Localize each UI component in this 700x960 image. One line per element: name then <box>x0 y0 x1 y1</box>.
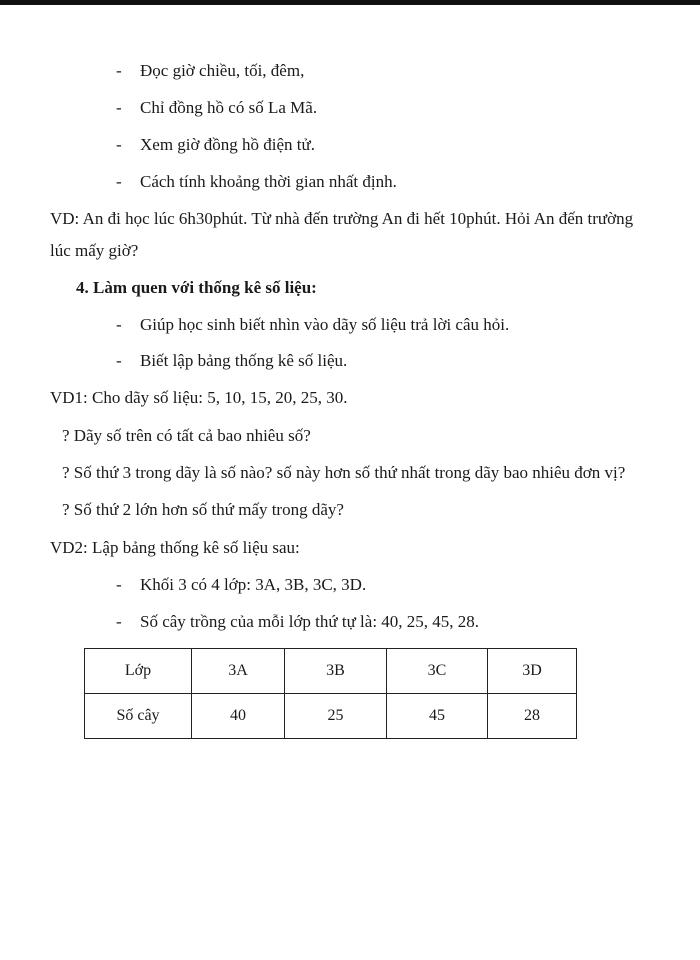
section-heading: 4. Làm quen với thống kê số liệu: <box>76 278 317 297</box>
table-cell: 25 <box>285 694 387 739</box>
bullet-marker: - <box>116 61 122 80</box>
bullet-marker: - <box>116 315 122 334</box>
table-cell: 45 <box>387 694 488 739</box>
bullet-marker: - <box>116 98 122 117</box>
bullet-item: Xem giờ đồng hồ điện tử. <box>140 135 315 154</box>
bullet-item: Đọc giờ chiều, tối, đêm, <box>140 61 305 80</box>
bullet-item: Cách tính khoảng thời gian nhất định. <box>140 172 397 191</box>
bullet-marker: - <box>116 135 122 154</box>
table-cell: 40 <box>192 694 285 739</box>
bullet-marker: - <box>116 612 122 631</box>
example-text-line-2: lúc mấy giờ? <box>50 241 139 260</box>
vd1-question: ? Số thứ 3 trong dãy là số nào? số này hơn số thứ nhất trong dãy bao nhiêu đơn vị? <box>62 463 626 482</box>
statistics-table <box>84 648 577 739</box>
bullet-item: Khối 3 có 4 lớp: 3A, 3B, 3C, 3D. <box>140 575 367 594</box>
table-cell: 3D <box>488 649 577 694</box>
bullet-item: Giúp học sinh biết nhìn vào dãy số liệu trả lời câu hỏi. <box>140 315 510 334</box>
top-edge-bar <box>0 0 700 5</box>
table-cell: 3A <box>192 649 285 694</box>
vd1-question: ? Dãy số trên có tất cả bao nhiêu số? <box>62 426 311 445</box>
table-header-row <box>85 649 577 694</box>
bullet-marker: - <box>116 351 122 370</box>
table-cell: 28 <box>488 694 577 739</box>
table-cell: 3B <box>285 649 387 694</box>
bullet-marker: - <box>116 575 122 594</box>
vd1-question: ? Số thứ 2 lớn hơn số thứ mấy trong dãy? <box>62 500 344 519</box>
table-cell: Số cây <box>85 694 192 739</box>
table-cell: 3C <box>387 649 488 694</box>
vd1-intro: VD1: Cho dãy số liệu: 5, 10, 15, 20, 25, 30. <box>50 388 348 407</box>
table-cell: Lớp <box>85 649 192 694</box>
bullet-marker: - <box>116 172 122 191</box>
vd2-intro: VD2: Lập bảng thống kê số liệu sau: <box>50 538 300 557</box>
bullet-item: Số cây trồng của mỗi lớp thứ tự là: 40, 25, 45, 28. <box>140 612 480 631</box>
example-text-line-1: VD: An đi học lúc 6h30phút. Từ nhà đến trường An đi hết 10phút. Hỏi An đến trường <box>50 209 634 228</box>
bullet-item: Chỉ đồng hồ có số La Mã. <box>140 98 318 117</box>
table-row <box>85 694 577 739</box>
bullet-item: Biết lập bảng thống kê số liệu. <box>140 351 348 370</box>
